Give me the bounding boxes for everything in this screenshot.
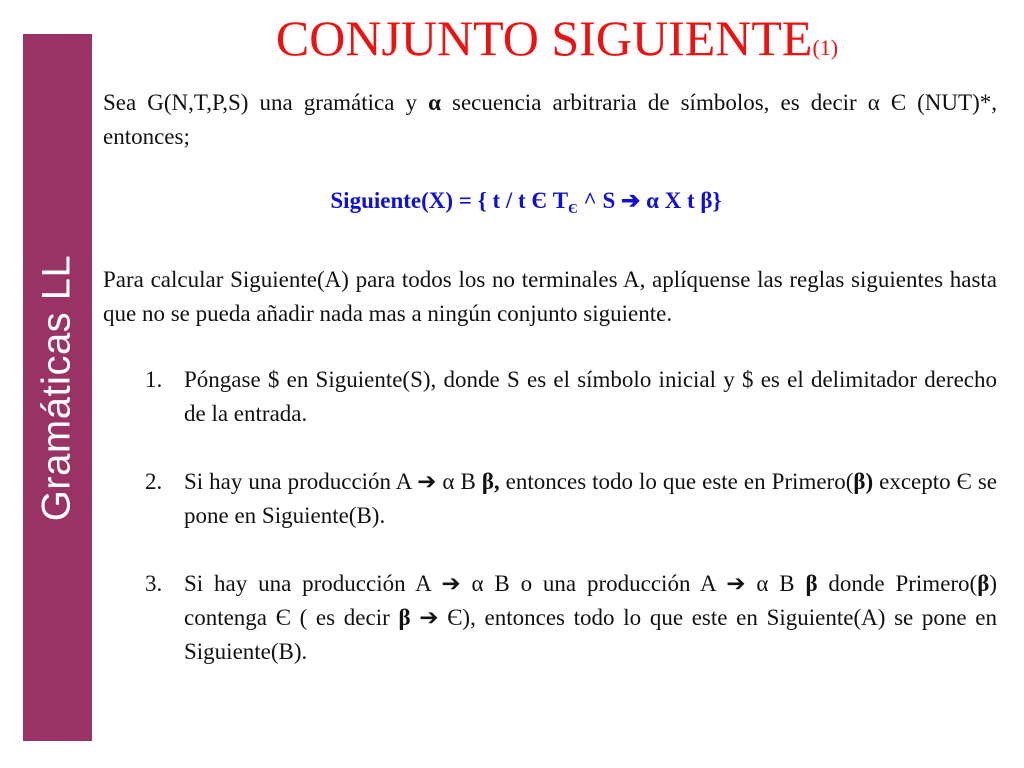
rule-text: α B [436,469,482,494]
method-paragraph: Para calcular Siguiente(A) para todos los no terminales A, aplíquense las reglas siguientes hasta que no se pueda añadir nada mas a ningún conjunto siguiente. [103,267,997,326]
slide-content [103,86,997,703]
rule-beta: β [977,571,990,596]
formula-subscript: Є [568,202,578,217]
rule-text: Є), entonces todo lo que este en Siguiente(A) se pone en Siguiente(B). [184,605,998,664]
page-title [0,8,1024,78]
rule-text [411,605,420,630]
title-text: CONJUNTO SIGUIENTE [275,10,813,66]
arrow-icon: ➔ [726,571,746,596]
follow-set-formula [103,184,997,227]
rule-beta: β) [853,469,874,494]
list-item [103,363,997,431]
formula-caret: ^ S [577,188,622,213]
rule-text: Póngase $ en Siguiente(S), donde S es el símbolo inicial y $ es el delimitador derecho de la entrada. [184,367,997,426]
list-number: 1. [145,367,163,392]
list-item [103,465,997,533]
rule-text: entonces todo lo que este en Primero( [499,469,854,494]
rule-text: excepto Є se pone en Siguiente(B). [184,469,997,528]
rules-list [103,363,997,669]
arrow-icon: ➔ [419,605,439,630]
rule-text: donde Primero( [817,571,978,596]
list-number: 3. [145,571,163,596]
rule-beta: β, [481,469,500,494]
rule-text: α B [745,571,806,596]
list-item [103,567,997,669]
intro-alpha: α [428,90,441,115]
rule-beta: β [398,605,411,630]
arrow-icon: ➔ [621,188,641,213]
sidebar-label: Gramáticas LL [34,254,79,522]
rule-text: α B o una producción A [460,571,727,596]
title-footnote: (1) [812,35,839,60]
intro-text-1: Sea G(N,T,P,S) una gramática y [103,90,429,115]
arrow-icon: ➔ [417,469,437,494]
formula-right: α X t β} [640,188,722,213]
rule-text: ) contenga Є ( es decir [184,571,998,630]
list-number: 2. [145,469,163,494]
intro-text-2: secuencia arbitraria de símbolos, es decir α Є (NUT)*, entonces; [103,90,997,149]
rule-beta: β [805,571,818,596]
intro-paragraph [103,86,997,154]
arrow-icon: ➔ [441,571,461,596]
formula-left: Siguiente(X) = { t / t Є T [330,188,569,213]
rule-text: Si hay una producción A [184,469,418,494]
rule-text: Si hay una producción A [184,571,442,596]
